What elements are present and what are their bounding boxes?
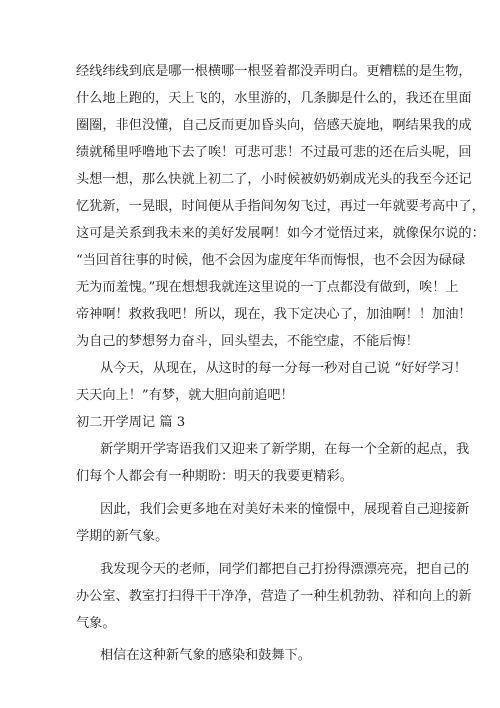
text-line: 新学期开学寄语我们又迎来了新学期，在每一个全新的起点，我 <box>100 442 470 457</box>
text-line: 气象。 <box>76 616 116 631</box>
text-line: “当回首往事的时候，他不会因为虚度年华而悔恨，也不会因为碌碌 <box>76 253 466 268</box>
text-line: 天天向上！”有梦，就大胆向前追吧！ <box>76 388 294 403</box>
text-line: 办公室、教室打扫得干干净净，营造了一种生机勃勃、祥和向上的新 <box>76 589 472 604</box>
section-heading: 初二开学周记 篇 3 <box>76 415 186 430</box>
text-line: 绩就稀里呼噜地下去了唉！可悲可悲！不过最可悲的还在后头呢，回 <box>76 145 472 160</box>
text-line: 帝神啊！救救我吧！所以，现在，我下定决心了，加油啊！！加油！ <box>76 307 472 322</box>
text-line: 忆犹新，一晃眼，时间便从手指间匆匆飞过，再过一年就要考高中了， <box>76 199 485 214</box>
text-line: 们每个人都会有一种期盼：明天的我要更精彩。 <box>76 469 353 484</box>
text-line: 从今天，从现在，从这时的每一分每一秒对自己说 “好好学习！ <box>100 361 467 376</box>
text-line: 学期的新气象。 <box>76 529 169 544</box>
text-line: 什么地上跑的，天上飞的，水里游的，几条脚是什么的，我还在里面 <box>76 91 472 106</box>
text-line: 经线纬线到底是哪一根横哪一根竖着都没弄明白。更糟糕的是生物， <box>76 64 472 79</box>
text-line: 因此，我们会更多地在对美好未来的憧憬中，展现着自己迎接新 <box>100 502 470 517</box>
text-line: 相信在这种新气象的感染和鼓舞下。 <box>100 648 311 663</box>
text-line: 无为而羞愧。”现在想想我就连这里说的一丁点都没有做到，唉！上 <box>76 280 459 295</box>
text-line: 为自己的梦想努力奋斗，回头望去，不能空虚，不能后悔！ <box>76 334 419 349</box>
text-line: 这可是关系到我未来的美好发展啊！如今才觉悟过来，就像保尔说的： <box>76 226 485 241</box>
text-line: 我发现今天的老师，同学们都把自己打扮得漂漂亮亮，把自己的 <box>100 562 470 577</box>
text-line: 圈圈，非但没懂，自己反而更加昏头向，倍感天旋地，啊结果我的成 <box>76 118 472 133</box>
text-line: 头想一想，那么快就上初二了，小时候被奶奶剃成光头的我至今还记 <box>76 172 472 187</box>
